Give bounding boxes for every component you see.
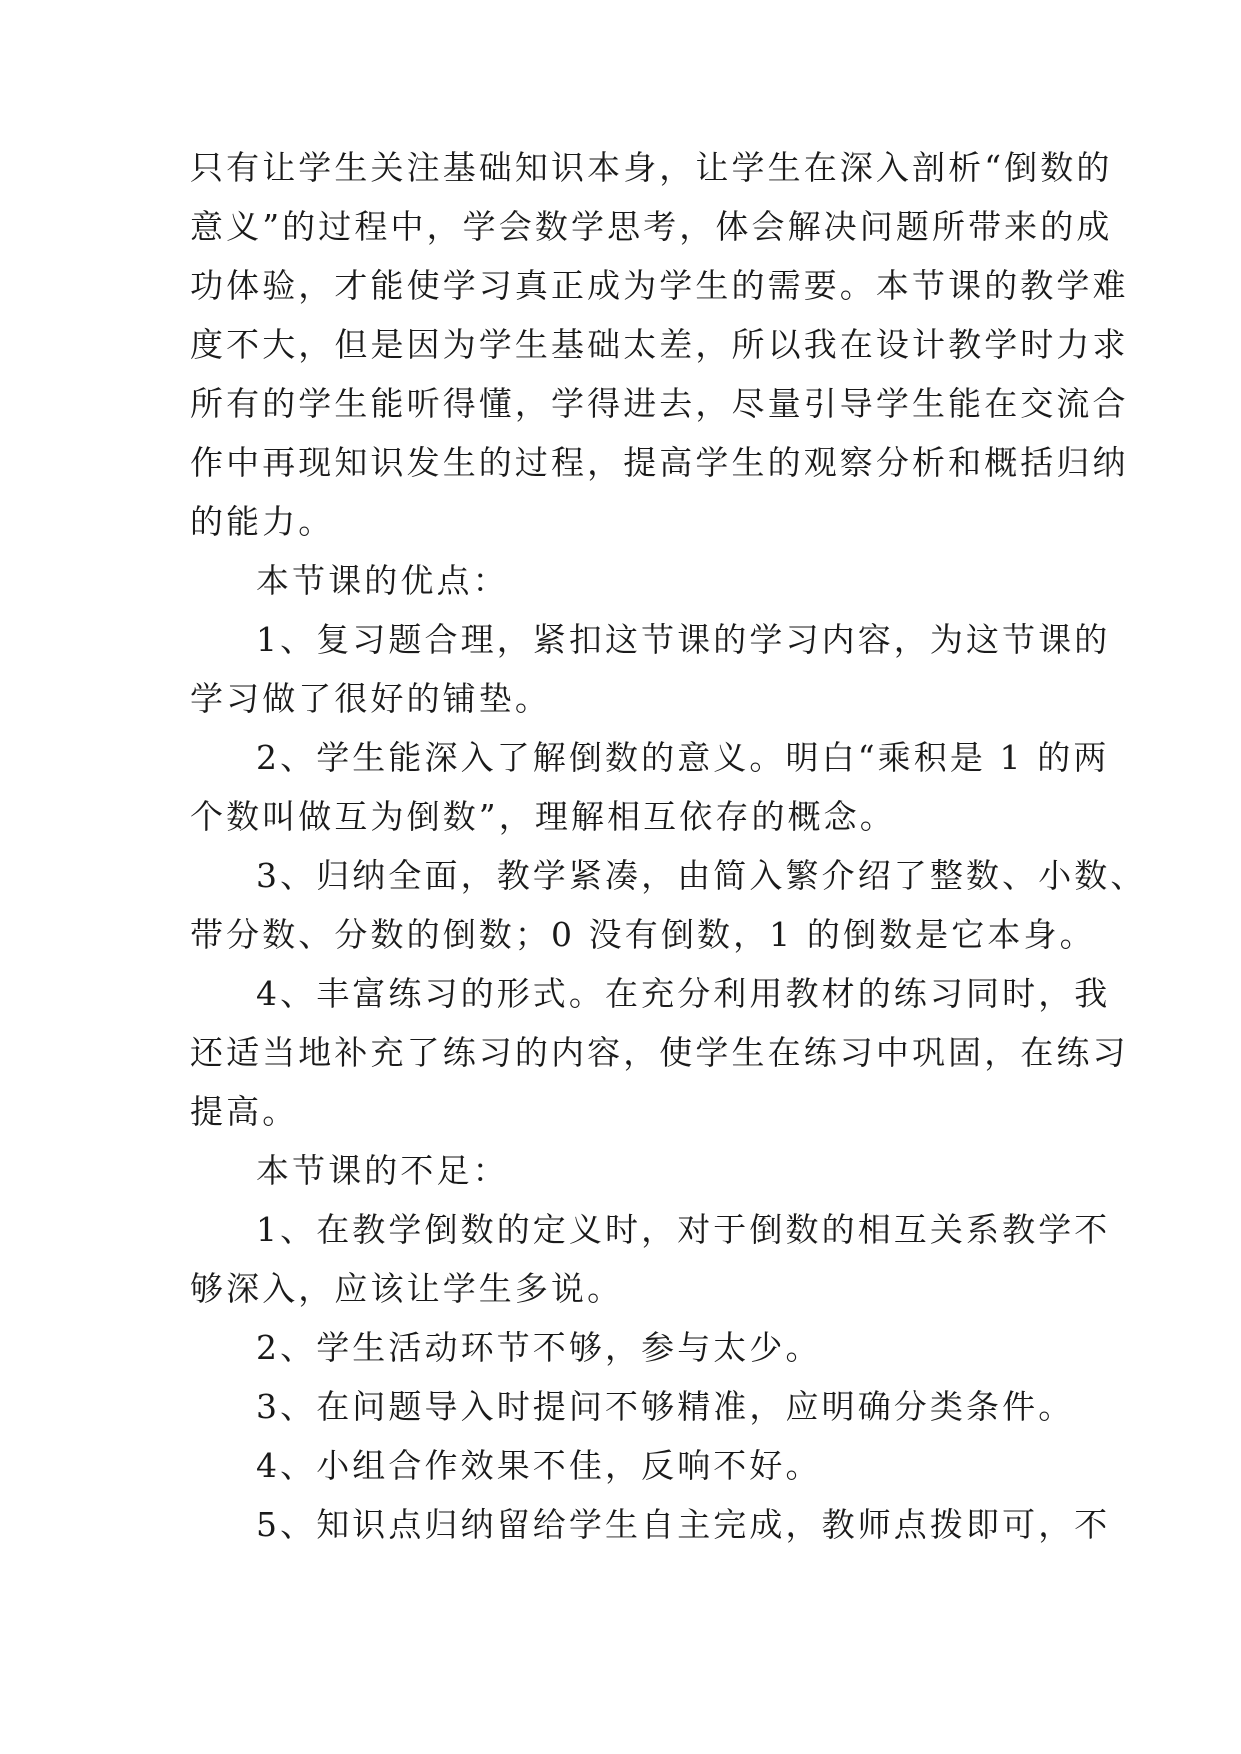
text-line: 带分数、分数的倒数；0 没有倒数，1 的倒数是它本身。 (190, 915, 1096, 954)
section-heading-weaknesses: 本节课的不足： (256, 1151, 509, 1190)
section-heading-strengths: 本节课的优点： (256, 561, 509, 600)
text-line: 度不大，但是因为学生基础太差，所以我在设计教学时力求 (190, 325, 1129, 364)
text-line: 2、学生活动环节不够，参与太少。 (256, 1328, 822, 1367)
text-line: 个数叫做互为倒数”，理解相互依存的概念。 (190, 797, 896, 836)
text-line: 1、复习题合理，紧扣这节课的学习内容，为这节课的 (256, 620, 1111, 659)
text-line: 5、知识点归纳留给学生自主完成，教师点拨即可，不 (256, 1505, 1111, 1544)
text-line: 3、在问题导入时提问不够精准，应明确分类条件。 (256, 1387, 1075, 1426)
text-line: 够深入，应该让学生多说。 (190, 1269, 624, 1308)
text-line: 4、小组合作效果不佳，反响不好。 (256, 1446, 822, 1485)
text-line: 意义”的过程中，学会数学思考，体会解决问题所带来的成 (190, 207, 1113, 246)
text-line: 还适当地补充了练习的内容，使学生在练习中巩固，在练习 (190, 1033, 1129, 1072)
text-line: 4、丰富练习的形式。在充分利用教材的练习同时，我 (256, 974, 1111, 1013)
text-line: 2、学生能深入了解倒数的意义。明白“乘积是 1 的两 (256, 738, 1110, 777)
text-line: 功体验，才能使学习真正成为学生的需要。本节课的教学难 (190, 266, 1129, 305)
text-line: 提高。 (190, 1092, 299, 1131)
text-line: 3、归纳全面，教学紧凑，由简入繁介绍了整数、小数、 (256, 856, 1147, 895)
text-line: 作中再现知识发生的过程，提高学生的观察分析和概括归纳 (190, 443, 1129, 482)
text-line: 的能力。 (190, 502, 335, 541)
text-line: 所有的学生能听得懂，学得进去，尽量引导学生能在交流合 (190, 384, 1129, 423)
text-line: 只有让学生关注基础知识本身，让学生在深入剖析“倒数的 (190, 148, 1113, 187)
text-line: 1、在教学倒数的定义时，对于倒数的相互关系教学不 (256, 1210, 1111, 1249)
text-line: 学习做了很好的铺垫。 (190, 679, 551, 718)
